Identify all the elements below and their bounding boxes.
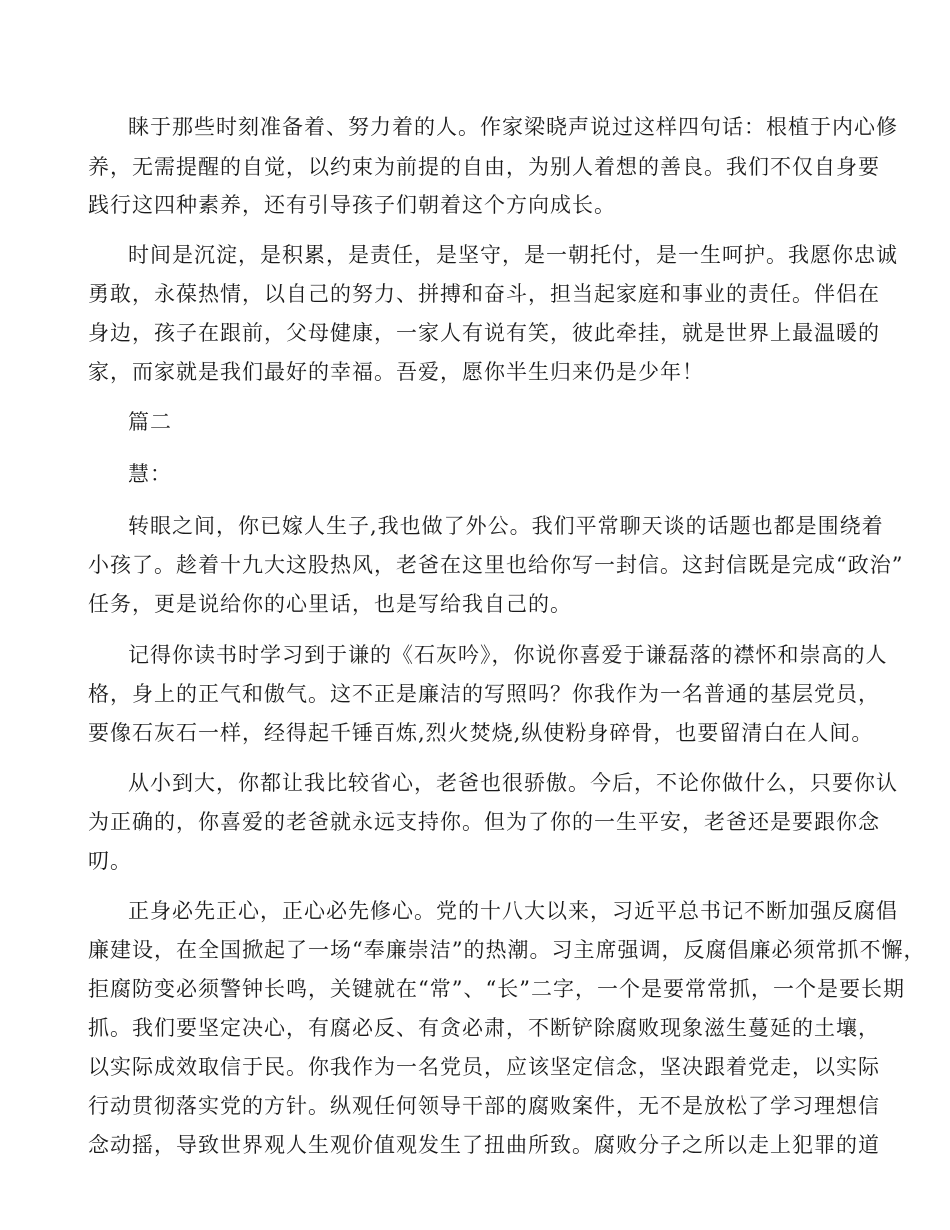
- text-line: 睐于那些时刻准备着、努力着的人。作家梁晓声说过这样四句话：根植于内心修: [128, 115, 898, 139]
- text-line: 记得你读书时学习到于谦的《石灰吟》，你说你喜爱于谦磊落的襟怀和崇高的人: [128, 643, 888, 667]
- text-line: 任务，更是说给你的心里话，也是写给我自己的。: [88, 592, 572, 616]
- text-line: 抓。我们要坚定决心，有腐必反、有贪必肃，不断铲除腐败现象滋生蔓延的土壤，: [88, 1016, 880, 1040]
- text-line: 叨。: [88, 849, 132, 873]
- salutation: 慧：: [128, 462, 172, 486]
- text-line: 以实际成效取信于民。你我作为一名党员，应该坚定信念，坚决跟着党走，以实际: [88, 1055, 880, 1079]
- text-line: 从小到大，你都让我比较省心，老爸也很骄傲。今后，不论你做什么，只要你认: [128, 771, 898, 795]
- text-line: 格，身上的正气和傲气。这不正是廉洁的写照吗？你我作为一名普通的基层党员，: [88, 682, 880, 706]
- text-line: 念动摇，导致世界观人生观价值观发生了扭曲所致。腐败分子之所以走上犯罪的道: [88, 1133, 880, 1157]
- text-line: 小孩了。趁着十九大这股热风，老爸在这里也给你写一封信。这封信既是完成“政治”: [88, 553, 904, 577]
- text-line: 廉建设，在全国掀起了一场“奉廉崇洁”的热潮。习主席强调，反腐倡廉必须常抓不懈，: [88, 938, 926, 962]
- text-line: 家，而家就是我们最好的幸福。吾爱，愿你半生归来仍是少年！: [88, 360, 704, 384]
- section-heading: 篇二: [128, 410, 172, 434]
- text-line: 为正确的，你喜爱的老爸就永远支持你。但为了你的一生平安，老爸还是要跟你念: [88, 810, 880, 834]
- text-line: 正身必先正心，正心必先修心。党的十八大以来，习近平总书记不断加强反腐倡: [128, 899, 898, 923]
- text-line: 践行这四种素养，还有引导孩子们朝着这个方向成长。: [88, 193, 616, 217]
- text-line: 身边，孩子在跟前，父母健康，一家人有说有笑，彼此牵挂，就是世界上最温暖的: [88, 321, 880, 345]
- text-line: 要像石灰石一样，经得起千锤百炼,烈火焚烧,纵使粉身碎骨，也要留清白在人间。: [88, 721, 874, 745]
- text-line: 勇敢，永葆热情，以自己的努力、拼搏和奋斗，担当起家庭和事业的责任。伴侣在: [88, 282, 880, 306]
- text-line: 养，无需提醒的自觉，以约束为前提的自由，为别人着想的善良。我们不仅自身要: [88, 155, 880, 179]
- text-line: 拒腐防变必须警钟长鸣，关键就在“常”、“长”二字，一个是要常常抓，一个是要长期: [88, 977, 905, 1001]
- text-line: 转眼之间，你已嫁人生子,我也做了外公。我们平常聊天谈的话题也都是围绕着: [128, 514, 884, 538]
- text-line: 时间是沉淀，是积累，是责任，是坚守，是一朝托付，是一生呵护。我愿你忠诚: [128, 243, 898, 267]
- text-line: 行动贯彻落实党的方针。纵观任何领导干部的腐败案件，无不是放松了学习理想信: [88, 1094, 880, 1118]
